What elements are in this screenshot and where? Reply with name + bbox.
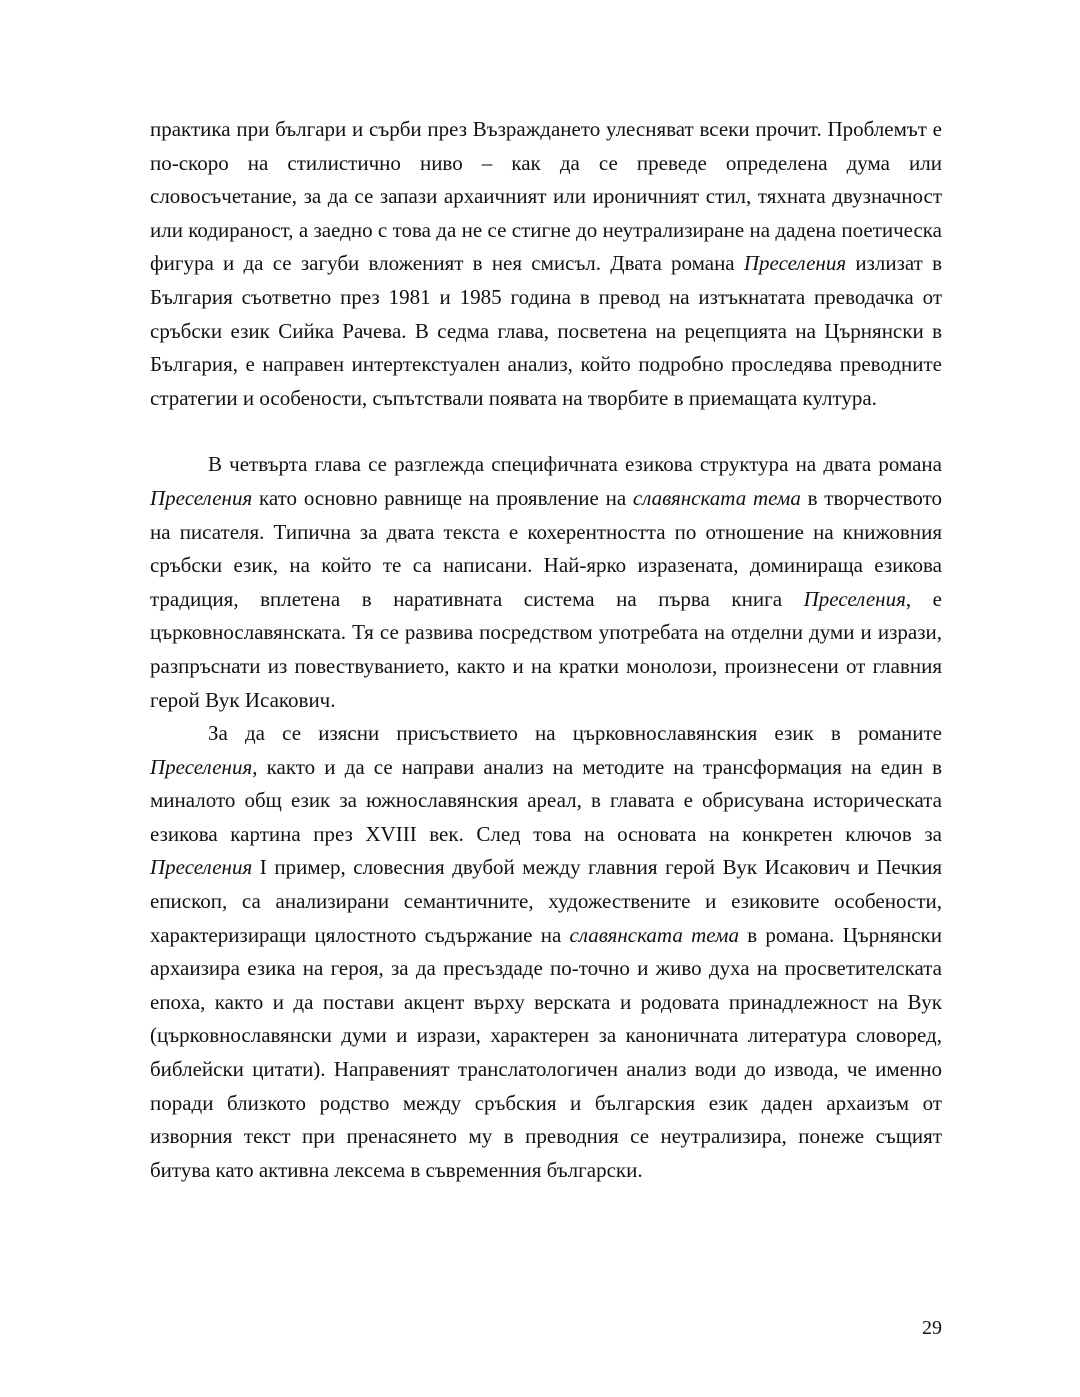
book-title-italic: Преселения	[150, 754, 253, 779]
paragraph-text: , както и да се направи анализ на методите на трансформация на един в миналото общ език за южнославянския ареал, в главата е обрисувана историческата езикова картина през XVIII век. След това на основата на конкретен ключов за	[150, 754, 942, 846]
page-number: 29	[922, 1317, 942, 1339]
paragraph-text: практика при българи и сърби през Възраждането улесняват всеки прочит. Проблемът е по-скоро на стилистично ниво – как да се преведе определена дума или словосъчетание, за да се запази архаичният или ироничният стил, тяхната двузначност или кодираност, а заедно с това да не се стигне до неутрализиране на дадена поетическа фигура и да се загуби вложеният в нея смисъл. Двата романа	[150, 117, 942, 276]
paragraph-text: в романа. Църнянски архаизира езика на героя, за да пресъздаде по-точно и живо духа на просветителската епоха, както и да постави акцент върху верската и родовата принадлежност на Вук (църковнославянски думи и изрази, характерен за каноничната литература словоред, библейски цитати). Направеният транслатологичен анализ води до извода, че именно поради близкото родство между сръбския и българския език даден архаизъм от изворния текст при пренасянето му в преводния се неутрализира, понеже същият битува като активна лексема в съвременния български.	[150, 922, 942, 1182]
book-title-italic: Преселения	[150, 485, 253, 510]
term-italic: славянската тема	[569, 922, 739, 947]
book-title-italic: Преселения	[803, 586, 906, 611]
paragraph-chapter-four	[150, 448, 942, 717]
document-page-body	[150, 113, 942, 1187]
paragraph-text: За да се изясни присъствието на църковнославянския език в романите	[208, 721, 942, 746]
book-title-italic: Преселения	[743, 251, 847, 276]
book-title-italic: Преселения	[150, 855, 253, 880]
paragraph-text: в творчеството на писателя. Типична за двата текста е кохерентността по отношение на книжовния сръбски език, на който те са написани. Най-ярко изразената, доминираща езикова традиция, вплетена в наративната система на първа книга	[150, 485, 942, 611]
term-italic: славянската тема	[632, 485, 801, 510]
paragraph-text: излизат в България съответно през 1981 и 1985 година в превод на изтъкнатата преводачка от сръбски език Сийка Рачева. В седма глава, посветена на рецепцията на Църнянски в България, е направен интертекстуален анализ, който подробно проследява преводните стратегии и особености, съпътствали появата на творбите в приемащата култура.	[150, 251, 942, 410]
paragraph-text: I пример, словесния двубой между главния герой Вук Исакович и Печкия епископ, са анализирани семантичните, художествените и езиковите особености, характеризиращи цялостното съдържание на	[150, 855, 942, 947]
paragraph-text: като основно равнище на проявление на	[252, 485, 633, 510]
paragraph-text: , е църковнославянската. Тя се развива посредством употребата на отделни думи и изрази, разпръснати из повествуванието, както и на кратки монолози, произнесени от главния герой Вук Исакович.	[150, 586, 942, 712]
paragraph-continuation	[150, 113, 942, 415]
paragraph-text: В четвърта глава се разглежда специфичната езикова структура на двата романа	[208, 452, 942, 477]
paragraph-church-slavonic	[150, 717, 942, 1187]
paragraph-spacer	[150, 415, 942, 448]
